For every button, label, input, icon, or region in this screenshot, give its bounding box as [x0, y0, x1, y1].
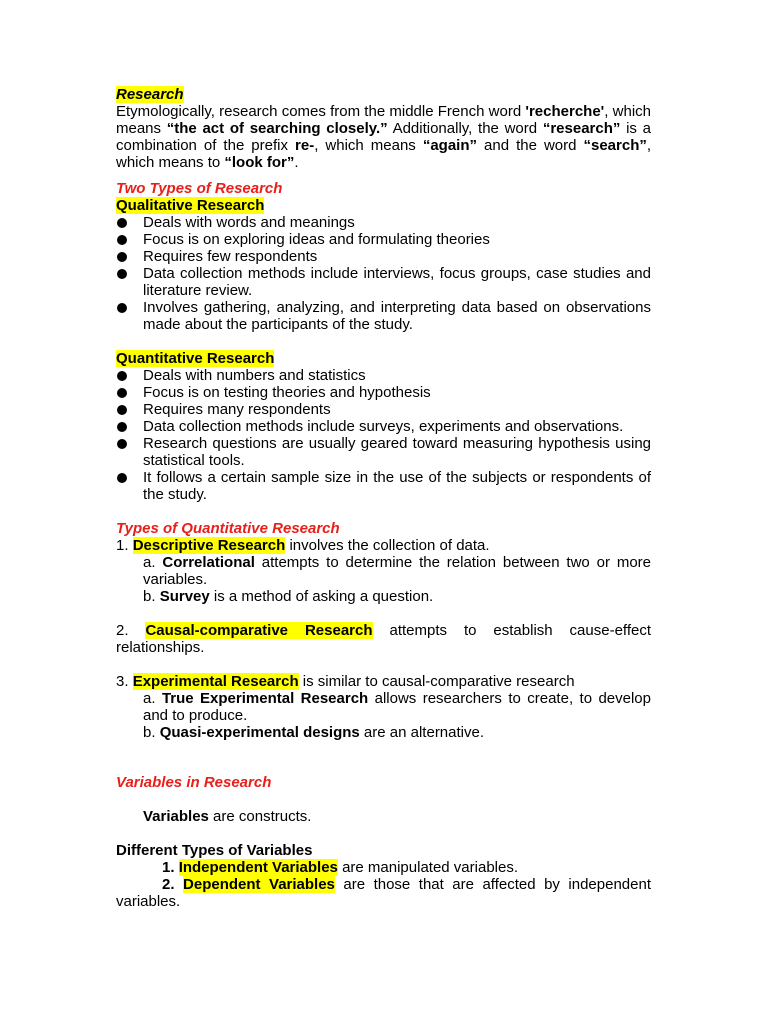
qualitative-heading: [116, 197, 651, 214]
qualitative-heading-text: Qualitative Research: [116, 197, 265, 214]
list-item: Focus is on testing theories and hypothesis: [116, 384, 651, 401]
two-types-heading: Two Types of Research: [116, 180, 283, 197]
variable-type-2: [116, 876, 651, 910]
quant-type-3b: [116, 724, 651, 741]
text-run: , which means: [314, 137, 423, 154]
sub-prefix: b.: [143, 588, 160, 605]
item-number: 2.: [162, 876, 175, 893]
quant-type-1a: [116, 554, 651, 588]
text-run: are an alternative.: [359, 724, 485, 741]
bold-run: 'recherche': [525, 103, 605, 120]
types-quant-heading: Types of Quantitative Research: [116, 520, 340, 537]
item-number: 1.: [116, 537, 129, 554]
text-run: is similar to causal-comparative research: [298, 673, 575, 690]
list-item: Requires many respondents: [116, 401, 651, 418]
quant-type-1: [116, 537, 651, 554]
quant-type-1b: [116, 588, 651, 605]
sub-prefix: a.: [143, 690, 162, 707]
text-run: attempts to establish cause-effect relationships.: [116, 622, 651, 656]
bold-run: re-: [295, 137, 315, 154]
research-heading-text: Research: [116, 86, 184, 103]
research-heading: [116, 86, 651, 103]
sub-prefix: b.: [143, 724, 160, 741]
quantitative-heading-text: Quantitative Research: [116, 350, 275, 367]
sub-prefix: a.: [143, 554, 163, 571]
bold-run: Variables: [143, 808, 209, 825]
bold-run: “research”: [542, 120, 621, 137]
bold-run: “again”: [422, 137, 477, 154]
list-item: Data collection methods include surveys, experiments and observations.: [116, 418, 651, 435]
text-run: are those that are affected by independent variables.: [116, 876, 651, 910]
list-item: Data collection methods include interviews, focus groups, case studies and literature review.: [116, 265, 651, 299]
list-item: It follows a certain sample size in the use of the subjects or respondents of the study.: [116, 469, 651, 503]
bold-run: True Experimental Research: [161, 690, 369, 707]
item-number: 2.: [116, 622, 129, 639]
bold-run: Quasi-experimental designs: [159, 724, 360, 741]
variable-types-heading: Different Types of Variables: [116, 842, 313, 859]
text-run: are constructs.: [208, 808, 312, 825]
text-run: allows researchers to create, to develop and to produce.: [143, 690, 651, 724]
qualitative-list: [116, 214, 651, 333]
text-run: is a method of asking a question.: [209, 588, 434, 605]
text-run: Etymologically, research comes from the middle French word: [116, 103, 526, 120]
highlighted-term: Causal-comparative Research: [145, 622, 373, 639]
variables-heading: Variables in Research: [116, 774, 272, 791]
bold-run: Survey: [159, 588, 210, 605]
text-run: , which means: [116, 103, 651, 137]
text-run: .: [294, 154, 299, 171]
text-run: Additionally, the word: [387, 120, 543, 137]
text-run: attempts to determine the relation between two or more variables.: [143, 554, 651, 588]
list-item: Focus is on exploring ideas and formulating theories: [116, 231, 651, 248]
list-item: Deals with numbers and statistics: [116, 367, 651, 384]
list-item: Deals with words and meanings: [116, 214, 651, 231]
text-run: and the word: [477, 137, 584, 154]
bold-run: “search”: [583, 137, 647, 154]
bold-run: “the act of searching closely.”: [166, 120, 388, 137]
highlighted-term: Descriptive Research: [132, 537, 286, 554]
research-paragraph: [116, 103, 651, 171]
bold-run: Correlational: [162, 554, 255, 571]
document-page: [116, 86, 651, 910]
text-run: is a combination of the prefix: [116, 120, 651, 154]
highlighted-term: Dependent Variables: [183, 876, 335, 893]
quantitative-list: [116, 367, 651, 503]
quantitative-heading: [116, 350, 651, 367]
list-item: Requires few respondents: [116, 248, 651, 265]
quant-type-2: [116, 622, 651, 656]
item-number: 3.: [116, 673, 129, 690]
quant-type-3: [116, 673, 651, 690]
item-number: 1.: [162, 859, 175, 876]
bold-run: “look for”: [224, 154, 295, 171]
list-item: Involves gathering, analyzing, and interpreting data based on observations made about the participants of the study.: [116, 299, 651, 333]
list-item: Research questions are usually geared toward measuring hypothesis using statistical tools.: [116, 435, 651, 469]
text-run: , which means to: [116, 137, 652, 171]
highlighted-term: Experimental Research: [132, 673, 299, 690]
quant-type-3a: [116, 690, 651, 724]
text-run: are manipulated variables.: [337, 859, 519, 876]
text-run: involves the collection of data.: [285, 537, 490, 554]
variables-definition: [116, 808, 651, 825]
variable-type-1: [116, 859, 651, 876]
highlighted-term: Independent Variables: [178, 859, 338, 876]
